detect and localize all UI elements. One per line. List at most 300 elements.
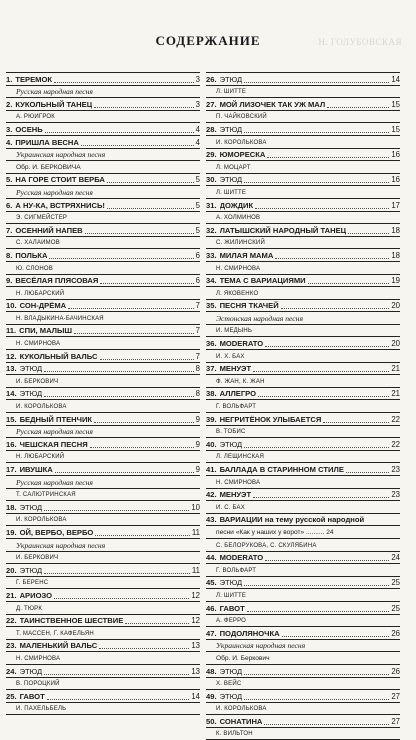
entry-title: БАЛЛАДА В СТАРИННОМ СТИЛЕ: [219, 465, 344, 474]
dot-leader: [44, 573, 190, 574]
dot-leader: [47, 699, 190, 700]
entry-title: СПИ, МАЛЫШ: [19, 326, 73, 336]
entry-composer: песни «Как у наших у ворот» .......... 24: [206, 526, 400, 539]
entry-subtitle: Украинская народная песня: [206, 640, 400, 653]
entry-number: 35.: [206, 301, 217, 311]
entry-title: ОСЕННИЙ НАПЕВ: [15, 225, 83, 235]
entry-composer: Н. ЛЮБАРСКИЙ: [6, 451, 200, 464]
entry-number: 27.: [206, 99, 217, 109]
toc-entry[interactable]: [6, 325, 200, 338]
entry-page-number: 6: [195, 276, 200, 286]
dot-leader: [100, 283, 193, 284]
entry-page-number: 12: [191, 590, 200, 600]
entry-title: ГАВОТ: [219, 603, 245, 613]
dot-leader: [244, 447, 389, 448]
dot-leader: [244, 674, 389, 675]
entry-number: 4.: [6, 137, 13, 147]
entry-page-number: 24: [391, 553, 400, 563]
entry-title: ЭТЮД: [19, 565, 43, 575]
entry-title: ЮМОРЕСКА: [219, 150, 266, 160]
entry-composer: И. КОРОЛЬКОВА: [206, 136, 400, 149]
entry-page-number: 11: [191, 565, 200, 575]
entry-title: ЭТЮД: [19, 389, 43, 399]
entry-number: 46.: [206, 603, 217, 613]
entry-number: 19.: [6, 527, 17, 537]
dot-leader: [74, 333, 194, 334]
toc-entry[interactable]: [6, 463, 200, 476]
toc-entry[interactable]: [206, 300, 400, 313]
entry-composer: Н. ВЛАДЫКИНА-БАЧИНСКАЯ: [6, 312, 200, 325]
dot-leader: [44, 510, 189, 511]
entry-composer: Х. ВЕЙС: [206, 678, 400, 691]
entry-title: БЕДНЫЙ ПТЕНЧИК: [19, 414, 93, 424]
entry-composer: Л. ШИТТЕ: [206, 589, 400, 602]
dot-leader: [265, 560, 389, 561]
dot-leader: [44, 674, 189, 675]
entry-number: 17.: [6, 465, 17, 474]
entry-page-number: 7: [195, 301, 200, 311]
toc-entry[interactable]: [206, 577, 400, 590]
entry-page-number: 5: [195, 225, 200, 235]
entry-page-number: 3: [195, 99, 200, 109]
entry-title: ГАВОТ: [19, 691, 45, 701]
entry-composer: В. ТОБИС: [206, 426, 400, 439]
entry-title: АРИОЗО: [19, 590, 53, 600]
entry-title: СОН-ДРЁМА: [19, 301, 67, 311]
dot-leader: [107, 182, 194, 183]
dot-leader: [267, 157, 389, 158]
entry-page-number: 13: [191, 641, 200, 651]
toc-entry[interactable]: [206, 438, 400, 451]
entry-number: 45.: [206, 578, 217, 588]
entry-title: ЧЕШСКАЯ ПЕСНЯ: [19, 439, 88, 449]
toc-entry[interactable]: [206, 463, 400, 476]
dot-leader: [244, 132, 389, 133]
entry-composer: Ф. ЖАН, К. ЖАН: [206, 375, 400, 388]
entry-title: ПРИШЛА ВЕСНА: [15, 137, 79, 147]
entry-title: КУКОЛЬНЫЙ ВАЛЬС: [19, 351, 98, 361]
entry-number: 16.: [6, 439, 17, 449]
dot-leader: [107, 208, 194, 209]
dot-leader: [247, 611, 390, 612]
entry-page-number: 5: [195, 175, 200, 185]
entry-page-number: 16: [391, 150, 400, 160]
entry-number: 15.: [6, 414, 17, 424]
dot-leader: [54, 82, 194, 83]
toc-entry[interactable]: [206, 388, 400, 401]
entry-title: ЭТЮД: [19, 666, 43, 676]
entry-page-number: 22: [391, 439, 400, 449]
toc-entry[interactable]: [6, 350, 200, 363]
dot-leader: [348, 233, 389, 234]
dot-leader: [253, 371, 389, 372]
dot-leader: [100, 359, 194, 360]
entry-title: ТЕРЕМОК: [15, 74, 53, 84]
entry-composer: Г. БЕРЕНС: [6, 577, 200, 590]
entry-title: МАЛЕНЬКИЙ ВАЛЬС: [19, 641, 98, 651]
dot-leader: [49, 258, 193, 259]
entry-page-number: 25: [391, 603, 400, 613]
entry-title: НА ГОРЕ СТОИТ ВЕРБА: [15, 175, 105, 185]
entry-title: ПЕСНЯ ТКАЧЕЙ: [219, 301, 279, 311]
toc-entry[interactable]: [6, 665, 200, 678]
entry-title: АЛЛЕГРО: [219, 389, 257, 399]
dot-leader: [85, 233, 194, 234]
dot-leader: [81, 145, 194, 146]
entry-composer: Н. СМИРНОВА: [6, 337, 200, 350]
entry-page-number: 13: [191, 666, 200, 676]
entry-number: 21.: [6, 590, 17, 600]
toc-entry[interactable]: [206, 224, 400, 237]
dot-leader: [54, 598, 189, 599]
entry-page-number: 23: [391, 490, 400, 500]
toc-entry[interactable]: [6, 363, 200, 376]
dot-leader: [258, 396, 389, 397]
entry-title: ЭТЮД: [19, 364, 43, 374]
entry-composer: А. ХОЛМИНОВ: [206, 212, 400, 225]
entry-number: 31.: [206, 200, 217, 210]
entry-number: 37.: [206, 364, 217, 374]
entry-number: 39.: [206, 414, 217, 424]
toc-entry[interactable]: [6, 174, 200, 187]
toc-entry[interactable]: [206, 123, 400, 136]
entry-composer: Т. САЛЮТРИНСКАЯ: [6, 489, 200, 502]
entry-page-number: 16: [391, 175, 400, 185]
entry-number: 41.: [206, 465, 217, 474]
entry-page-number: 4: [195, 137, 200, 147]
entry-page-number: 27: [391, 716, 400, 726]
entry-page-number: 20: [391, 339, 400, 349]
entry-composer: Обр. И. БЕРКОВИЧА: [6, 161, 200, 174]
toc-entry[interactable]: [206, 514, 400, 527]
entry-number: 48.: [206, 666, 217, 676]
entry-number: 1.: [6, 74, 13, 84]
entry-number: 23.: [6, 641, 17, 651]
entry-title: ТАИНСТВЕННОЕ ШЕСТВИЕ: [19, 616, 124, 626]
entry-number: 18.: [6, 502, 17, 512]
entry-page-number: 26: [391, 628, 400, 638]
entry-page-number: 25: [391, 578, 400, 588]
toc-entry[interactable]: [206, 337, 400, 350]
entry-composer: П. ЧАЙКОВСКИЙ: [206, 111, 400, 124]
toc-entry[interactable]: [6, 413, 200, 426]
toc-entry[interactable]: [6, 73, 200, 86]
toc-entry[interactable]: [6, 249, 200, 262]
dot-leader: [45, 132, 194, 133]
entry-title: СОНАТИНА: [219, 716, 263, 726]
toc-entry[interactable]: [6, 275, 200, 288]
entry-title: ЭТЮД: [219, 439, 243, 449]
entry-title: МИЛАЯ МАМА: [219, 250, 274, 260]
toc-entry[interactable]: [206, 627, 400, 640]
entry-number: 6.: [6, 200, 13, 210]
entry-number: 13.: [6, 364, 17, 374]
entry-composer: Г. ВОЛЬФАРТ: [206, 564, 400, 577]
toc-entry[interactable]: [206, 363, 400, 376]
entry-title: ЭТЮД: [219, 691, 243, 701]
entry-subtitle: Русская народная песня: [6, 476, 200, 489]
entry-number: 33.: [206, 250, 217, 260]
entry-number: 49.: [206, 691, 217, 701]
toc-entry[interactable]: [206, 275, 400, 288]
entry-subtitle: Русская народная песня: [6, 186, 200, 199]
dot-leader: [265, 346, 389, 347]
bleed-through-text: Н. ГОЛУБОВСКАЯ: [318, 37, 402, 47]
entry-title: МЕНУЭТ: [219, 364, 252, 374]
entry-page-number: 10: [191, 502, 200, 512]
entry-title: ВЕСЁЛАЯ ПЛЯСОВАЯ: [15, 276, 99, 286]
entry-composer: Ю. СЛОНОВ: [6, 262, 200, 275]
entry-composer: А. ФЕРРО: [206, 615, 400, 628]
entry-composer: Г. ВОЛЬФАРТ: [206, 400, 400, 413]
toc-entry[interactable]: [206, 98, 400, 111]
toc-entry[interactable]: [206, 149, 400, 162]
toc-entry[interactable]: [206, 552, 400, 565]
dot-leader: [125, 623, 189, 624]
entry-number: 26.: [206, 74, 217, 84]
dot-leader: [90, 447, 194, 448]
entry-number: 3.: [6, 124, 13, 134]
toc-entry[interactable]: [6, 224, 200, 237]
entry-number: 22.: [6, 616, 17, 626]
dot-leader: [327, 107, 389, 108]
entry-composer: Л. ЛЕЩИНСКАЯ: [206, 451, 400, 464]
entry-composer: И. БЕРКОВИЧ: [6, 375, 200, 388]
entry-number: 30.: [206, 175, 217, 185]
toc-entry[interactable]: [6, 690, 200, 703]
toc-entry[interactable]: [206, 690, 400, 703]
entry-title: ЛАТЫШСКИЙ НАРОДНЫЙ ТАНЕЦ: [219, 225, 347, 235]
entry-title: MODERATO: [219, 553, 264, 563]
toc-entry[interactable]: [6, 199, 200, 212]
entry-page-number: 11: [191, 527, 200, 537]
entry-page-number: 20: [391, 301, 400, 311]
dot-leader: [323, 422, 389, 423]
toc-entry[interactable]: [6, 438, 200, 451]
entry-number: 7.: [6, 225, 13, 235]
entry-number: 40.: [206, 439, 217, 449]
entry-composer: И. БЕРКОВИЧ: [6, 552, 200, 565]
dot-leader: [244, 82, 389, 83]
toc-entry[interactable]: [6, 526, 200, 539]
dot-leader: [244, 182, 389, 183]
entry-title: МЕНУЭТ: [219, 490, 252, 500]
entry-composer: Д. ТЮРК: [6, 602, 200, 615]
entry-composer: Н. СМИРНОВА: [6, 652, 200, 665]
dot-leader: [253, 497, 389, 498]
entry-number: 36.: [206, 339, 217, 349]
entry-page-number: 12: [191, 616, 200, 626]
toc-entry[interactable]: [206, 249, 400, 262]
toc-entry[interactable]: [206, 413, 400, 426]
entry-title: ИВУШКА: [19, 465, 53, 474]
entry-number: 29.: [206, 150, 217, 160]
entry-number: 11.: [6, 326, 17, 336]
entry-page-number: 7: [195, 326, 200, 336]
toc-entry[interactable]: [206, 489, 400, 502]
toc-entry[interactable]: [206, 73, 400, 86]
entry-page-number: 14: [191, 691, 200, 701]
entry-composer: И. Х. БАХ: [206, 350, 400, 363]
entry-composer: Н. ЛЮБАРСКИЙ: [6, 287, 200, 300]
toc-entry[interactable]: [6, 564, 200, 577]
entry-number: 14.: [6, 389, 17, 399]
entry-number: 24.: [6, 666, 17, 676]
entry-page-number: 9: [195, 465, 200, 474]
toc-entry[interactable]: [6, 501, 200, 514]
dot-leader: [244, 699, 389, 700]
entry-title: ЭТЮД: [219, 175, 243, 185]
entry-page-number: 23: [391, 465, 400, 474]
entry-page-number: 6: [195, 250, 200, 260]
entry-composer: Обр. И. Беркович: [206, 652, 400, 665]
dot-leader: [244, 585, 389, 586]
entry-composer: А. РЮИГРОК: [6, 111, 200, 124]
dot-leader: [68, 308, 194, 309]
dot-leader: [346, 472, 389, 473]
toc-entry[interactable]: [6, 589, 200, 602]
toc-entry[interactable]: [6, 300, 200, 313]
entry-title: ОЙ, ВЕРБО, ВЕРБО: [19, 527, 94, 537]
entry-number: 44.: [206, 553, 217, 563]
toc-entry[interactable]: [206, 602, 400, 615]
toc-entry[interactable]: [6, 98, 200, 111]
entry-title: ПОДОЛЯНОЧКА: [219, 628, 280, 638]
dot-leader: [99, 648, 189, 649]
entry-number: 50.: [206, 716, 217, 726]
entry-composer: Т. МАССЕН, Г. КАФЕЛЬЯН: [6, 627, 200, 640]
entry-page-number: 9: [195, 414, 200, 424]
toc-entry[interactable]: [6, 640, 200, 653]
entry-title: ЭТЮД: [219, 74, 243, 84]
entry-title: ТЕМА С ВАРИАЦИЯМИ: [219, 276, 306, 286]
entry-composer: С. БЕЛОРУКОВА, С. СКУЛЯБИНА: [206, 539, 400, 552]
toc-entry[interactable]: [206, 715, 400, 728]
entry-number: 25.: [6, 691, 17, 701]
entry-composer: Л. ШИТТЕ: [206, 186, 400, 199]
entry-subtitle: Русская народная песня: [6, 426, 200, 439]
toc-entry[interactable]: [206, 199, 400, 212]
toc-entry[interactable]: [206, 665, 400, 678]
entry-composer: И. КОРОЛЬКОВА: [206, 703, 400, 716]
entry-page-number: 18: [391, 225, 400, 235]
entry-composer: В. ПОРОЦКИЙ: [6, 678, 200, 691]
entry-number: 34.: [206, 276, 217, 286]
entry-title: ДОЖДИК: [219, 200, 254, 210]
entry-number: 8.: [6, 250, 13, 260]
dot-leader: [94, 107, 193, 108]
entry-title: MODERATO: [219, 339, 264, 349]
entry-page-number: 18: [391, 250, 400, 260]
entry-page-number: 15: [391, 124, 400, 134]
dot-leader: [282, 636, 390, 637]
entry-page-number: 4: [195, 124, 200, 134]
entry-page-number: 5: [195, 200, 200, 210]
entry-page-number: 9: [195, 439, 200, 449]
toc-column-right: [206, 72, 400, 740]
entry-number: 38.: [206, 389, 217, 399]
entry-title: ЭТЮД: [219, 578, 243, 588]
page-title: СОДЕРЖАНИЕ: [155, 33, 261, 48]
entry-title: КУКОЛЬНЫЙ ТАНЕЦ: [15, 99, 93, 109]
toc-entry[interactable]: [6, 615, 200, 628]
entry-composer: И. МЕДЫНЬ: [206, 325, 400, 338]
entry-composer: Н. СМИРНОВА: [206, 262, 400, 275]
entry-composer: И. ПАХЕЛЬБЕЛЬ: [6, 703, 200, 716]
dot-leader: [44, 371, 194, 372]
entry-number: 5.: [6, 175, 13, 185]
entry-title: ЭТЮД: [219, 666, 243, 676]
entry-composer: Л. ЯКОВЕНКО: [206, 287, 400, 300]
dot-leader: [281, 308, 390, 309]
entry-page-number: 19: [391, 276, 400, 286]
entry-page-number: 22: [391, 414, 400, 424]
toc-entry[interactable]: [6, 388, 200, 401]
dot-leader: [255, 208, 389, 209]
entry-title: А НУ-КА, ВСТРЯХНИСЬ!: [15, 200, 105, 210]
dot-leader: [94, 422, 194, 423]
entry-subtitle: Эстонская народная песня: [206, 312, 400, 325]
entry-number: 32.: [206, 225, 217, 235]
entry-composer: Л. МОЦАРТ: [206, 161, 400, 174]
entry-page-number: 7: [195, 351, 200, 361]
dot-leader: [308, 283, 390, 284]
entry-number: 20.: [6, 565, 17, 575]
entry-title: НЕГРИТЁНОК УЛЫБАЕТСЯ: [219, 414, 322, 424]
toc-entry[interactable]: [206, 174, 400, 187]
entry-page-number: 27: [391, 691, 400, 701]
entry-composer: Н. СМИРНОВА: [206, 476, 400, 489]
entry-number: 9.: [6, 276, 13, 286]
entry-page-number: 21: [391, 389, 400, 399]
entry-page-number: 17: [391, 200, 400, 210]
entry-number: 42.: [206, 490, 217, 500]
dot-leader: [55, 472, 194, 473]
entry-composer: И. КОРОЛЬКОВА: [6, 400, 200, 413]
entry-composer: И. КОРОЛЬКОВА: [6, 514, 200, 527]
toc-entry[interactable]: [6, 123, 200, 136]
entry-page-number: 3: [195, 74, 200, 84]
entry-page-number: 26: [391, 666, 400, 676]
entry-page-number: 15: [391, 99, 400, 109]
toc-entry[interactable]: [6, 136, 200, 149]
entry-composer: Э. СИГМЕЙСТЕР: [6, 212, 200, 225]
entry-composer: Л. ШИТТЕ: [206, 86, 400, 99]
entry-number: 47.: [206, 628, 217, 638]
entry-subtitle: Украинская народная песня: [6, 539, 200, 552]
entry-composer: С. ЖИЛИНСКИЙ: [206, 237, 400, 250]
entry-subtitle: Украинская народная песня: [6, 149, 200, 162]
entry-page-number: 8: [195, 389, 200, 399]
entry-page-number: 8: [195, 364, 200, 374]
entry-page-number: 14: [391, 74, 400, 84]
entry-number: 10.: [6, 301, 17, 311]
entry-number: 2.: [6, 99, 13, 109]
entry-number: 12.: [6, 351, 17, 361]
entry-title: ЭТЮД: [19, 502, 43, 512]
entry-number: 43.: [206, 515, 217, 525]
dot-leader: [264, 724, 389, 725]
entry-number: 28.: [206, 124, 217, 134]
entry-composer: К. ВИЛЬТОН: [206, 728, 400, 740]
entry-title: ВАРИАЦИИ на тему русской народной: [219, 515, 365, 525]
entry-title: ПОЛЬКА: [15, 250, 48, 260]
entry-composer: И. С. БАХ: [206, 501, 400, 514]
entry-title: ОСЕНЬ: [15, 124, 43, 134]
entry-title: МОЙ ЛИЗОЧЕК ТАК УЖ МАЛ: [219, 99, 326, 109]
dot-leader: [95, 535, 190, 536]
entry-subtitle: Русская народная песня: [6, 86, 200, 99]
